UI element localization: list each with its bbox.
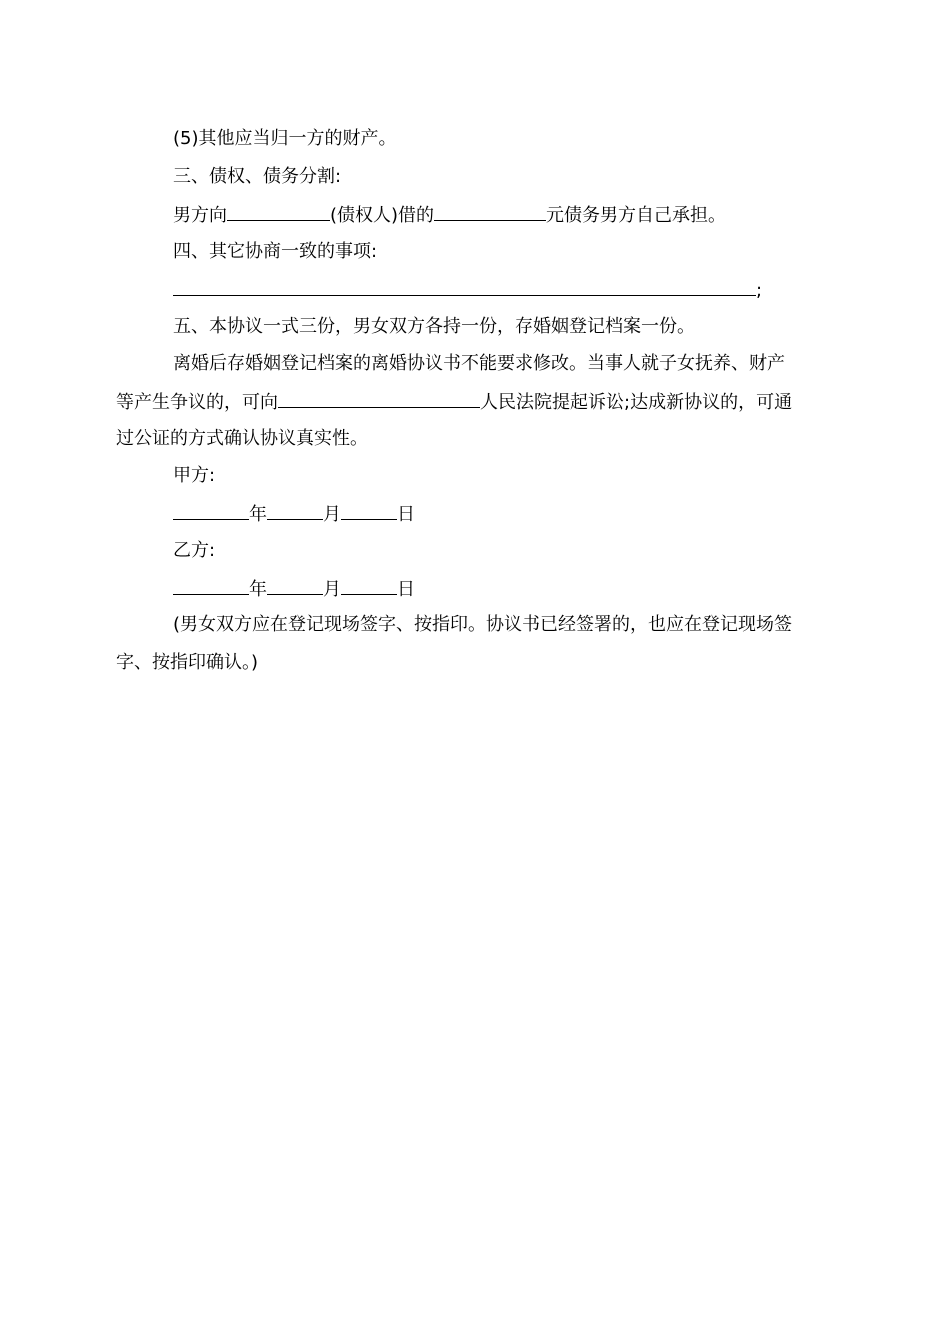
year-label: 年 [249, 504, 267, 525]
month-label: 月 [323, 504, 341, 525]
paragraph-text-2a: 等产生争议的，可向 [116, 392, 278, 413]
party-b-day-blank[interactable] [341, 576, 397, 595]
debt-text-a: 男方向 [173, 205, 227, 226]
section-5-text: 五、本协议一式三份，男女双方各持一份，存婚姻登记档案一份。 [173, 316, 695, 337]
section-5-heading [173, 315, 695, 339]
paragraph-line-1 [173, 352, 785, 376]
party-b-date [173, 576, 415, 602]
debt-text-b: (债权人)借的 [330, 205, 435, 226]
party-b-label [173, 539, 215, 563]
party-b-year-blank[interactable] [173, 576, 249, 595]
paragraph-text-1: 离婚后存婚姻登记档案的离婚协议书不能要求修改。当事人就子女抚养、财产 [173, 353, 785, 374]
debt-line [173, 202, 726, 228]
year-label: 年 [249, 579, 267, 600]
party-a-year-blank[interactable] [173, 501, 249, 520]
section-4-heading [173, 240, 377, 264]
amount-blank[interactable] [434, 202, 546, 221]
creditor-blank[interactable] [227, 202, 330, 221]
section-4-text: 四、其它协商一致的事项: [173, 241, 378, 262]
signing-note-text-2: 字、按指印确认。) [116, 652, 259, 673]
party-a-text: 甲方: [173, 465, 216, 486]
party-a-day-blank[interactable] [341, 501, 397, 520]
party-b-month-blank[interactable] [267, 576, 323, 595]
party-b-text: 乙方: [173, 540, 216, 561]
paragraph-text-2b: 人民法院提起诉讼;达成新协议的，可通 [480, 392, 793, 413]
paragraph-line-3 [116, 427, 368, 451]
paragraph-line-2 [116, 389, 792, 415]
month-label: 月 [323, 579, 341, 600]
court-blank[interactable] [278, 389, 480, 408]
party-a-label [173, 464, 215, 488]
day-label: 日 [397, 579, 415, 600]
item-5-text: (5)其他应当归一方的财产。 [173, 128, 397, 149]
other-matters-blank[interactable] [173, 277, 756, 296]
section-3-text: 三、债权、债务分割: [173, 166, 342, 187]
other-matters-end: ; [756, 280, 763, 301]
signing-note-line-1 [173, 613, 792, 637]
section-3-heading [173, 165, 341, 189]
item-5-other-property [173, 127, 397, 151]
debt-text-c: 元债务男方自己承担。 [546, 205, 727, 226]
day-label: 日 [397, 504, 415, 525]
paragraph-text-3: 过公证的方式确认协议真实性。 [116, 428, 368, 449]
party-a-month-blank[interactable] [267, 501, 323, 520]
other-matters-line [173, 277, 762, 303]
signing-note-text-1: (男女双方应在登记现场签字、按指印。协议书已经签署的，也应在登记现场签 [173, 614, 793, 635]
party-a-date [173, 501, 415, 527]
signing-note-line-2 [116, 651, 258, 675]
